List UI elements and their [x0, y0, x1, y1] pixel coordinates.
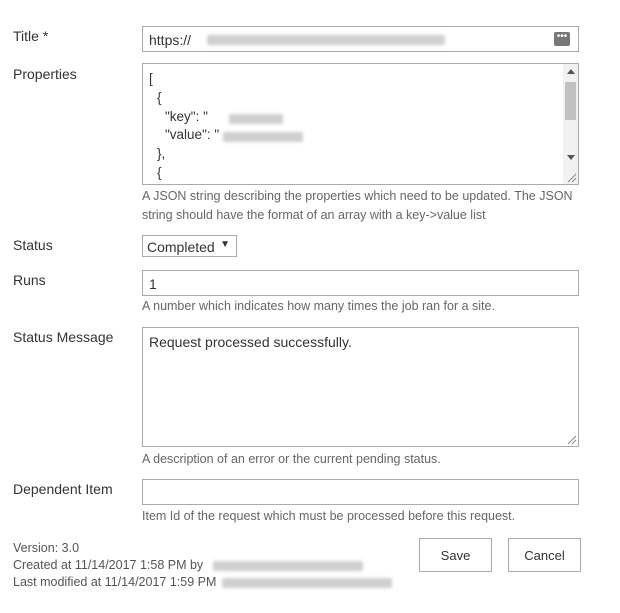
status-message-value: Request processed successfully. [149, 334, 352, 350]
json-line: "value": " [165, 127, 220, 142]
dependent-item-input[interactable] [142, 479, 579, 505]
scroll-down-icon[interactable] [567, 155, 575, 160]
version-text: Version: 3.0 [13, 541, 80, 555]
scroll-up-icon[interactable] [567, 69, 575, 74]
properties-hint-2: string should have the format of an array with a key->value list [142, 208, 486, 222]
title-value-redacted [207, 35, 445, 45]
json-line: "key": " [165, 109, 208, 124]
resize-grip-icon[interactable] [565, 171, 577, 183]
status-message-textarea[interactable] [142, 327, 579, 447]
properties-hint-1: A JSON string describing the properties which need to be updated. The JSON [142, 189, 573, 203]
ellipsis-icon[interactable]: ••• [554, 32, 570, 46]
json-redacted [229, 114, 283, 124]
dropdown-arrow-icon: ▼ [220, 239, 230, 250]
status-message-label: Status Message [13, 329, 114, 345]
created-text [13, 558, 363, 572]
runs-value: 1 [149, 276, 157, 292]
status-select[interactable] [142, 235, 237, 257]
dependent-item-hint: Item Id of the request which must be processed before this request. [142, 509, 516, 523]
status-label: Status [13, 237, 53, 253]
title-label: Title * [13, 28, 49, 44]
scrollbar[interactable] [563, 64, 578, 184]
scroll-thumb[interactable] [565, 82, 576, 120]
json-redacted [223, 132, 303, 142]
created-label: Created at 11/14/2017 1:58 PM by [13, 558, 204, 572]
modified-label: Last modified at 11/14/2017 1:59 PM [13, 575, 217, 589]
properties-textarea[interactable] [142, 63, 579, 185]
title-value: https:// [149, 32, 192, 48]
dependent-item-label: Dependent Item [13, 481, 113, 497]
properties-label: Properties [13, 66, 77, 82]
status-message-hint: A description of an error or the current pending status. [142, 452, 441, 466]
save-button[interactable]: Save [419, 538, 492, 572]
runs-hint: A number which indicates how many times the job ran for a site. [142, 299, 495, 313]
created-by-redacted [213, 561, 363, 571]
runs-label: Runs [13, 272, 46, 288]
json-line: { [157, 90, 162, 105]
runs-input[interactable] [142, 270, 579, 296]
resize-grip-icon[interactable] [565, 433, 577, 445]
json-line: { [157, 165, 162, 180]
cancel-button[interactable]: Cancel [508, 538, 581, 572]
modified-by-redacted [222, 578, 392, 588]
status-value: Completed [147, 239, 215, 255]
modified-text [13, 575, 392, 589]
title-field[interactable] [142, 26, 579, 52]
json-line: }, [157, 146, 166, 161]
json-line: [ [149, 71, 153, 86]
